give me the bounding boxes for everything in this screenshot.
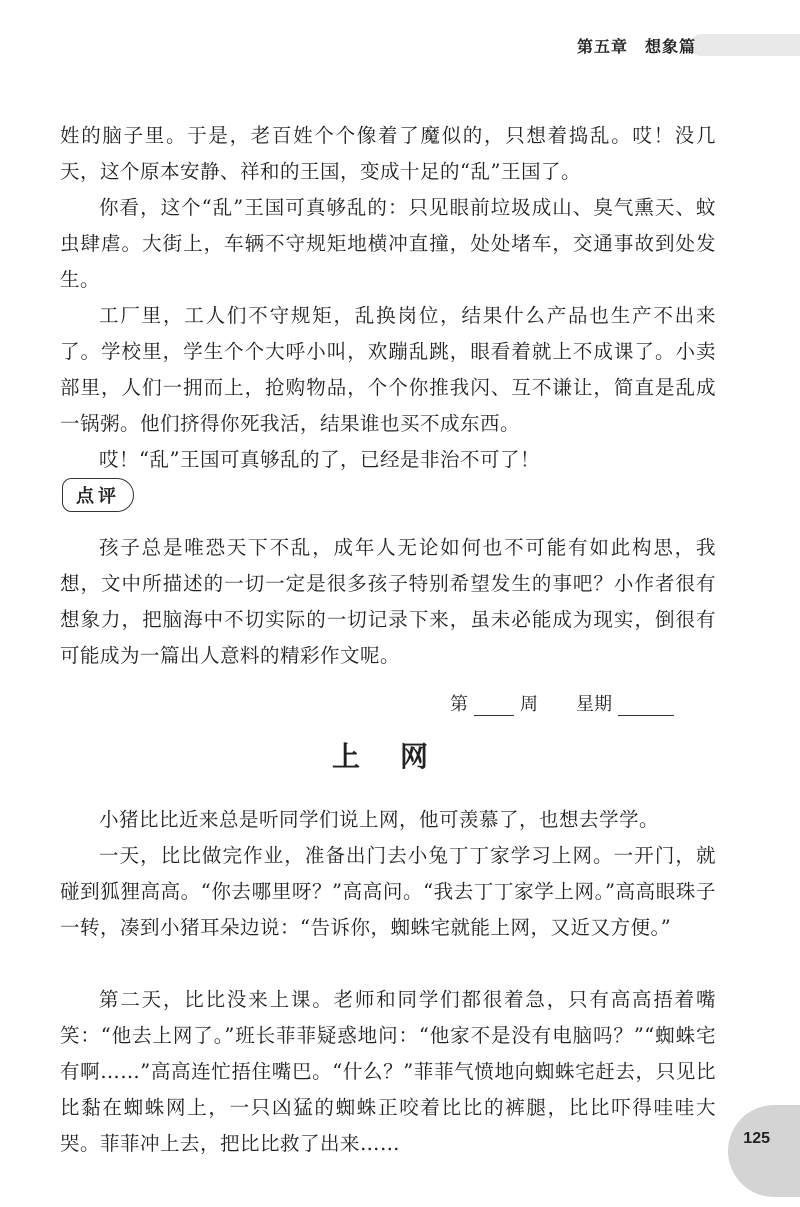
weekday-blank[interactable] bbox=[618, 697, 674, 716]
week-prefix: 第 bbox=[450, 694, 468, 715]
article-paragraph-3: 第二天，比比没来上课。老师和同学们都很着急，只有高高捂着嘴笑：“他去上网了。”班长菲菲疑惑地问：“他家不是没有电脑吗？”“蜘蛛宅有啊……”高高连忙捂住嘴巴。“什么？”菲菲气愤地向蜘蛛宅赶去，只见比比黏在蜘蛛网上，一只凶猛的蜘蛛正咬着比比的裤腿，比比吓得哇哇大哭。菲菲冲上去，把比比救了出来…… bbox=[60, 987, 716, 1155]
comment-text: 孩子总是唯恐天下不乱，成年人无论如何也不可能有如此构思，我想，文中所描述的一切一定是很多孩子特别希望发生的事吧？小作者很有想象力，把脑海中不切实际的一切记录下来，虽未必能成为现实，倒很有可能成为一篇出人意料的精彩作文呢。 bbox=[60, 535, 716, 667]
comment-label: 点评 bbox=[62, 478, 134, 512]
paragraph-3: 工厂里，工人们不守规矩，乱换岗位，结果什么产品也生产不出来了。学校里，学生个个大呼小叫，欢蹦乱跳，眼看着就上不成课了。小卖部里，人们一拥而上，抢购物品，个个你推我闪、互不谦让，简直是乱成一锅粥。他们挤得你死我活，结果谁也买不成东西。 bbox=[60, 303, 716, 435]
header-decoration bbox=[690, 34, 800, 56]
chapter-header: 第五章 想象篇 bbox=[576, 37, 696, 56]
article-paragraph-2: 一天，比比做完作业，准备出门去小兔丁丁家学习上网。一开门，就碰到狐狸高高。“你去哪里呀？”高高问。“我去丁丁家学上网。”高高眼珠子一转，凑到小猪耳朵边说：“告诉你，蜘蛛宅就能上网，又近又方便。” bbox=[60, 843, 716, 939]
page-number: 125 bbox=[743, 1130, 770, 1147]
article-paragraph-1: 小猪比比近来总是听同学们说上网，他可羡慕了，也想去学学。 bbox=[99, 807, 660, 831]
weekday-word: 星期 bbox=[576, 694, 612, 715]
paragraph-1: 姓的脑子里。于是，老百姓个个像着了魔似的，只想着捣乱。哎！没几天，这个原本安静、祥和的王国，变成十足的“乱”王国了。 bbox=[60, 123, 716, 183]
article-title: 上网 bbox=[331, 740, 468, 773]
paragraph-2: 你看，这个“乱”王国可真够乱的：只见眼前垃圾成山、臭气熏天、蚊虫肆虐。大街上，车辆不守规矩地横冲直撞，处处堵车，交通事故到处发生。 bbox=[60, 195, 716, 291]
week-line bbox=[450, 690, 680, 716]
paragraph-4: 哎！“乱”王国可真够乱的了，已经是非治不可了！ bbox=[99, 447, 540, 471]
week-number-blank[interactable] bbox=[474, 697, 514, 716]
week-word: 周 bbox=[520, 694, 538, 715]
page-number-tab bbox=[728, 1105, 800, 1197]
